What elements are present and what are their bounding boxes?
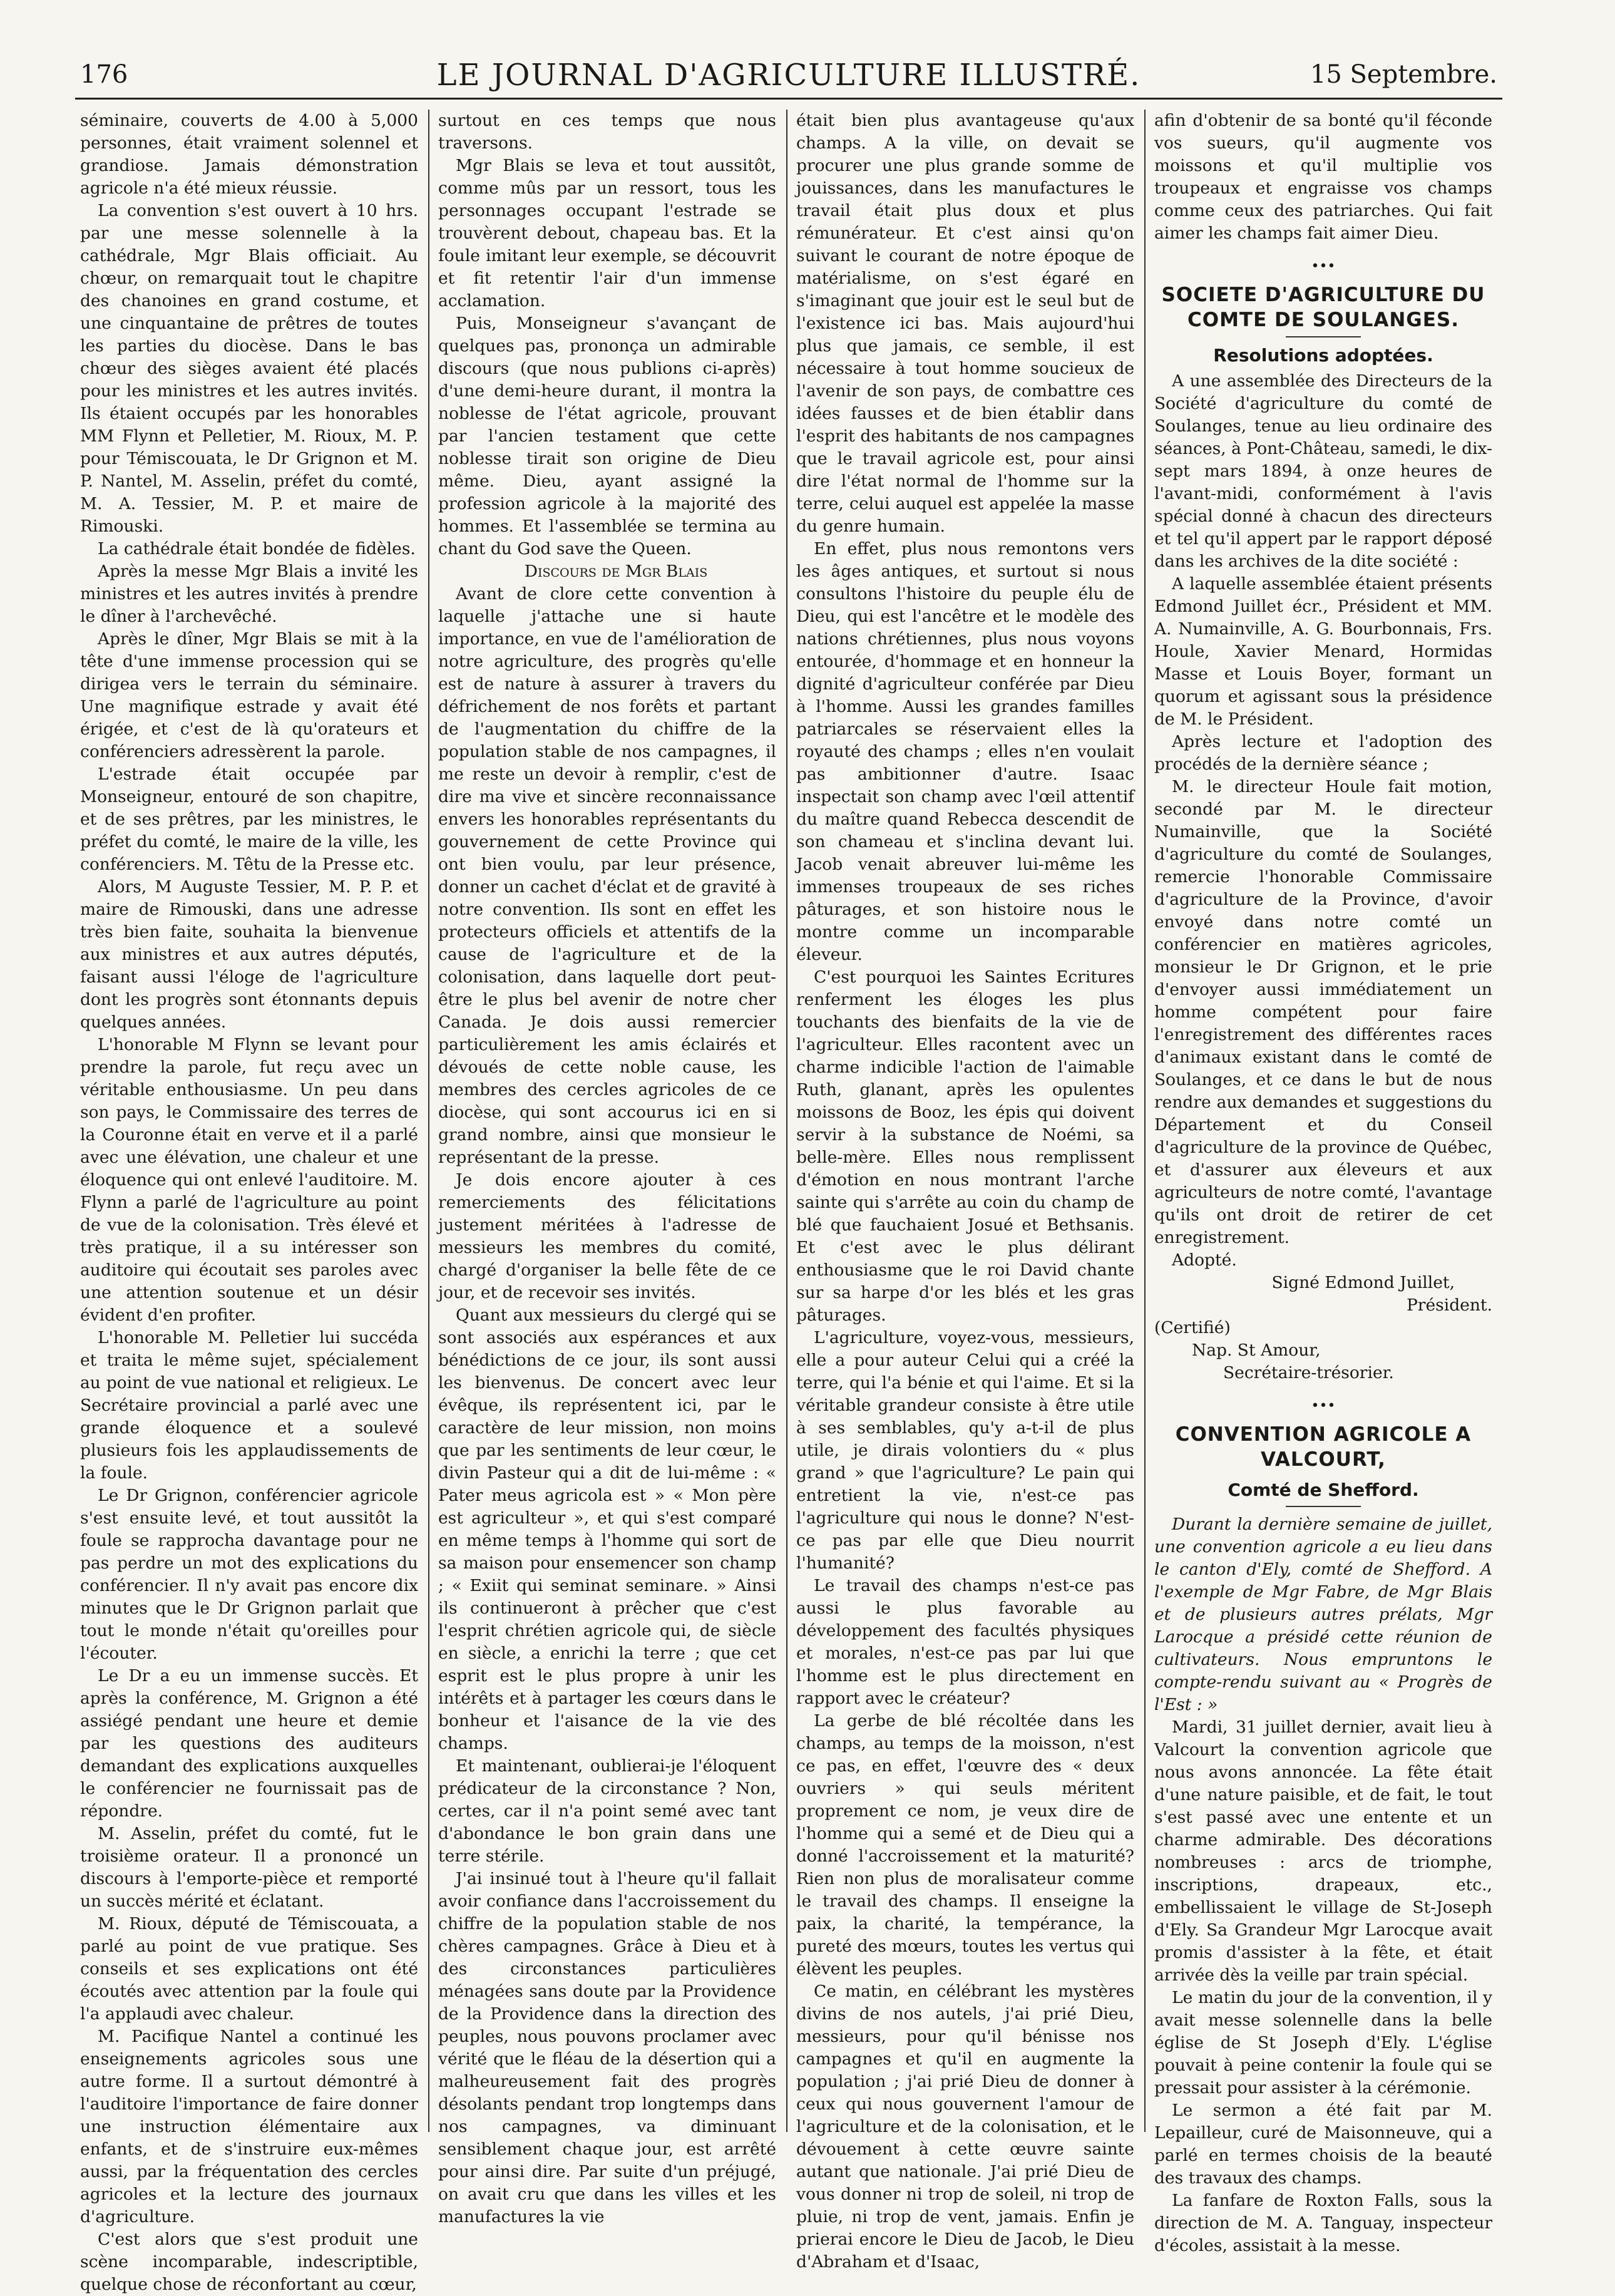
issue-date: 15 Septembre. <box>1310 60 1497 89</box>
column-4 <box>1154 110 1492 2255</box>
paragraph: La fanfare de Roxton Falls, sous la direction de M. A. Tanguay, inspecteur d'écoles, assistait à la messe. <box>1154 2191 1492 2255</box>
divider <box>1286 336 1361 337</box>
paragraph: La convention s'est ouvert à 10 hrs. par une messe solennelle à la cathédrale, Mgr Blais officiait. Au chœur, on remarquait tout le chapitre des chanoines en grand costume, et une cinquantaine de prêtres de toutes les parties du diocèse. Dans le bas chœur des sièges avaient été placés pour les ministres et les autres invités. Ils étaient occupés par les honorables MM Flynn et Pelletier, M. Rioux, M. P. pour Témiscouata, le Dr Grignon et M. P. Nantel, M. Asselin, préfet du comté, M. A. Tessier, M. P. et maire de Rimouski. <box>80 201 418 536</box>
paragraph: L'agriculture, voyez-vous, messieurs, elle a pour auteur Celui qui a créé la terre, qui l'a bénie et qui l'aime. Et si la véritable grandeur consiste à être utile à ses semblables, qu'y a-t-il de plus utile, je dirais volontiers du « plus grand » que l'agriculture? Le pain qui entretient la vie, n'est-ce pas l'agriculture qui nous le donne? N'est-ce pas par elle que Dieu nourrit l'humanité? <box>796 1328 1134 1573</box>
signature-title: Secrétaire-trésorier. <box>1223 1363 1394 1382</box>
signature-line: Nap. St Amour, <box>1192 1341 1321 1360</box>
paragraph: J'ai insinué tout à l'heure qu'il fallait avoir confiance dans l'accroissement du chiffre de la population stable de nos chères campagnes. Grâce à Dieu et à des circonstances particulières ménagées sans doute par la Providence de la Providence dans la direction des peuples, nous pouvons proclamer avec vérité que le fléau de la désertion qui a malheureusement fait des progrès désolants pendant trop longtemps dans nos campagnes, va diminuant sensiblement chaque jour, est arrêté pour ainsi dire. Par suite d'un préjugé, on avait cru que dans les villes et les manufactures la vie <box>438 1869 776 2227</box>
column-1 <box>80 110 418 2294</box>
paragraph: séminaire, couverts de 4.00 à 5,000 personnes, était vraiment solennel et grandiose. Jamais démonstration agricole n'a été mieux réussie. <box>80 111 418 198</box>
paragraph: L'honorable M. Pelletier lui succéda et traita le même sujet, spécialement au point de vue national et religieux. Le Secrétaire provincial a parlé avec une grande éloquence et a soulevé plusieurs fois les applaudissements de la foule. <box>80 1328 418 1483</box>
section-subtitle: Resolutions adoptées. <box>1213 345 1433 366</box>
paragraph: M. le directeur Houle fait motion, secondé par M. le directeur Numainville, que la Société d'agriculture du comté de Soulanges, remercie l'honorable Commissaire d'agriculture de la Province, d'avoir envoyé dans notre comté un conférencier en matières agricoles, monsieur le Dr Grignon, et le prie d'envoyer aussi immédiatement un homme compétent pour faire l'enregistrement des différentes races d'animaux existant dans le comté de Soulanges, et ce dans le but de nous rendre aux demandes et suggestions du Département et du Conseil d'agriculture de la province de Québec, et d'assurer aux éleveurs et aux agriculteurs de notre comté, l'avantage qu'ils ont droit de retirer de cet enregistrement. <box>1154 777 1492 1247</box>
paragraph: La cathédrale était bondée de fidèles. <box>98 539 416 559</box>
paragraph: M. Asselin, préfet du comté, fut le troisième orateur. Il a prononcé un discours à l'emporte-pièce et remporté un succès mérité et éclatant. <box>80 1824 418 1911</box>
section-subtitle: Comté de Shefford. <box>1228 1480 1419 1500</box>
paragraph: Le travail des champs n'est-ce pas aussi le plus favorable au développement des facultés physiques et morales, n'est-ce pas par lui que l'homme est le plus directement en rapport avec le créateur? <box>796 1576 1134 1708</box>
paragraph: Après lecture et l'adoption des procédés de la dernière séance ; <box>1154 732 1492 774</box>
paragraph: M. Rioux, député de Témiscouata, a parlé au point de vue pratique. Ses conseils et ses explications ont été écoutés avec attention par la foule qui l'a applaudi avec chaleur. <box>80 1914 418 2024</box>
paragraph: était bien plus avantageuse qu'aux champs. A la ville, on devait se procurer une plus grande somme de jouissances, dans les manufactures le travail était plus doux et plus rémunérateur. Et c'est ainsi qu'on suivant le courant de notre époque de matérialisme, on s'est égaré en s'imaginant que jouir est le seul but de l'existence ici bas. Mais aujourd'hui plus que jamais, ce semble, il est nécessaire à tout homme soucieux de l'avenir de son pays, de combattre ces idées fausses et de bien établir dans l'esprit des habitants de nos campagnes que le travail agricole est, pour ainsi dire l'état normal de l'homme sur la terre, celui auquel est appelée la masse du genre humain. <box>796 111 1134 536</box>
paragraph: La gerbe de blé récoltée dans les champs, au temps de la moisson, n'est ce pas, en effet, l'œuvre des « deux ouvriers » qui seuls méritent proprement ce nom, je veux dire de l'homme qui a semé et de Dieu qui a donné l'accroissement et la maturité? Rien non plus de moralisateur comme le travail des champs. Il enseigne la paix, la charité, la tempérance, la pureté des mœurs, toutes les vertus qui élèvent les peuples. <box>796 1711 1134 1979</box>
section-title: Discours de Mgr Blais <box>524 562 708 581</box>
paragraph: Le Dr a eu un immense succès. Et après la conférence, M. Grignon a été assiégé pendant une heure et demie par les questions des auditeurs demandant des explications auxquelles le conférencier ne fournissait pas de répondre. <box>80 1666 418 1821</box>
paragraph: C'est alors que s'est produit une scène incomparable, indescriptible, quelque chose de réconfortant au cœur, <box>80 2230 418 2294</box>
paragraph: afin d'obtenir de sa bonté qu'il féconde vos sueurs, qu'il augmente vos moissons et qu'il multiplie vos troupeaux et engraisse vos champs comme ceux des patriarches. Qui fait aimer les champs fait aimer Dieu. <box>1154 111 1492 243</box>
signature-line: Signé Edmond Juillet, <box>1271 1273 1455 1292</box>
paragraph: Après le dîner, Mgr Blais se mit à la tête d'une immense procession qui se dirigea vers le terrain du séminaire. Une magnifique estrade y avait été érigée, et c'est de là qu'orateurs et conférenciers adressèrent la parole. <box>80 629 418 761</box>
paragraph: Et maintenant, oublierai-je l'éloquent prédicateur de la circonstance ? Non, certes, car il n'a point semé avec tant d'abondance le bon grain dans une terre stérile. <box>438 1756 776 1866</box>
paragraph: A laquelle assemblée étaient présents Edmond Juillet écr., Président et MM. A. Numainville, A. G. Bourbonnais, Frs. Houle, Xavier Menard, Hormidas Masse et Louis Boyer, formant un quorum et agissant sous la présidence de M. le Président. <box>1154 574 1492 729</box>
paragraph: surtout en ces temps que nous traversons. <box>438 111 776 153</box>
paragraph: L'honorable M Flynn se levant pour prendre la parole, fut reçu avec un véritable enthousiasme. Un peu dans son pays, le Commissaire des terres de la Couronne était en verve et il a parlé avec une élévation, une chaleur et une éloquence qui ont enlevé l'auditoire. M. Flynn a parlé de l'agriculture au point de vue de la colonisation. Très élevé et très pratique, il a su intéresser son auditoire qui écoutait ses paroles avec une attention soutenue et un désir évident d'en profiter. <box>80 1035 418 1325</box>
section-title: SOCIETE D'AGRICULTURE DU COMTE DE SOULANGES. <box>1161 284 1485 331</box>
paragraph: Puis, Monseigneur s'avançant de quelques pas, prononça un admirable discours (que nous publions ci-après) d'une demi-heure durant, il montra la noblesse de l'état agricole, prouvant par l'ancien testament que cette noblesse tirait son origine de Dieu même. Dieu, ayant assigné la profession agricole à la majorité des hommes. Et l'assemblée se termina au chant du God save the Queen. <box>438 314 776 559</box>
page-header <box>75 54 1502 100</box>
column-rule <box>786 110 787 2132</box>
paragraph: En effet, plus nous remontons vers les âges antiques, et surtout si nous consultons l'histoire du peuple élu de Dieu, qui est l'ancêtre et le modèle des nations chrétiennes, plus nous voyons entourée, d'hommage et en honneur la dignité d'agriculteur conférée par Dieu à l'homme. Aussi les grandes familles patriarcales se réservaient elles la royauté des champs ; elles n'en voulait pas ambitionner d'autre. Isaac inspectait son champ avec l'œil attentif du maître quand Rebecca descendit de son chameau et s'inclina devant lui. Jacob venait abreuver lui-même les immenses troupeaux de ses riches pâturages, et son histoire nous le montre comme un incomparable éleveur. <box>796 539 1134 964</box>
paragraph: L'estrade était occupée par Monseigneur, entouré de son chapitre, et de ses prêtres, par les ministres, le préfet du comté, le maire de la ville, les conférenciers. M. Têtu de la Presse etc. <box>80 764 418 874</box>
paragraph: Durant la dernière semaine de juillet, une convention agricole a eu lieu dans le canton d'Ely, comté de Shefford. A l'exemple de Mgr Fabre, de Mgr Blais et de plusieurs autres prélats, Mgr Larocque a présidé cette réunion de cultivateurs. Nous empruntons le compte-rendu suivant au « Progrès de l'Est : » <box>1154 1515 1492 1714</box>
journal-title: LE JOURNAL D'AGRICULTURE ILLUSTRÉ. <box>436 58 1141 93</box>
paragraph: Je dois encore ajouter à ces remerciements des félicitations justement méritées à l'adresse de messieurs les membres du comité, chargé d'organiser la belle fête de ce jour, et de recevoir ses invités. <box>438 1170 776 1302</box>
paragraph: Avant de clore cette convention à laquelle j'attache une si haute importance, en vue de l'amélioration de notre agriculture, des progrès qu'elle est de nature à assurer à travers du défrichement de nos forêts et partant de l'augmentation du chiffre de la population stable de nos campagnes, il me reste un devoir à remplir, c'est de dire ma vive et sincère reconnaissance envers les honorables représentants du gouvernement de cette Province qui ont bien voulu, par leur présence, donner un cachet d'éclat et de gravité à notre convention. Ils sont en effet les protecteurs officiels et attentifs de la cause de l'agriculture et de la colonisation, dans laquelle dort peut-être le plus bel avenir de notre cher Canada. Je dois aussi remercier particulièrement les amis éclairés et dévoués de cette noble cause, les membres des cercles agricoles de ce diocèse, qui sont accourus ici en si grand nombre, ainsi que monsieur le représentant de la presse. <box>438 584 776 1167</box>
column-rule <box>428 110 429 2132</box>
paragraph: Alors, M Auguste Tessier, M. P. P. et maire de Rimouski, dans une adresse très bien faite, souhaita la bienvenue aux ministres et aux autres députés, faisant aussi l'éloge de l'agriculture dont les progrès sont étonnants depuis quelques années. <box>80 877 418 1032</box>
paragraph: Le matin du jour de la convention, il y avait messe solennelle dans la belle église de St Joseph d'Ely. L'église pouvait à peine contenir la foule qui se pressait pour assister à la cérémonie. <box>1154 1988 1492 2098</box>
section-title: CONVENTION AGRICOLE A VALCOURT, <box>1175 1423 1472 1471</box>
paragraph: C'est pourquoi les Saintes Ecritures renferment les éloges les plus touchants des bienfaits de la vie de l'agriculteur. Elles racontent avec un charme indicible l'action de l'aimable Ruth, glanant, après les opulentes moissons de Booz, les épis qui doivent servir à la substance de Noémi, sa belle-mère. Elles nous remplissent d'émotion en nous montrant l'arche sainte qui s'arrête au coin du champ de blé que fauchaient Josué et Bethsanis. Et c'est avec le plus délirant enthousiasme que le roi David chante sur sa harpe d'or les blés et les gras pâturages. <box>796 967 1134 1325</box>
certified-label: (Certifié) <box>1154 1318 1231 1337</box>
ornament-separator: ••• <box>1311 1398 1336 1414</box>
paragraph: M. Pacifique Nantel a continué les enseignements agricoles sous une autre forme. Il a surtout démontré à l'auditoire l'importance de faire donner une instruction élémentaire aux enfants, et de s'instruire eux-mêmes aussi, par la fréquentation des cercles agricoles et la lecture des journaux d'agriculture. <box>80 2027 418 2227</box>
paragraph: Après la messe Mgr Blais a invité les ministres et les autres invités à prendre le dîner à l'archevêché. <box>80 562 418 626</box>
paragraph: Le Dr Grignon, conférencier agricole s'est ensuite levé, et tout aussitôt la foule se rapprocha davantage pour ne pas perdre un mot des explications du conférencier. Il n'y avait pas encore dix minutes que le Dr Grignon parlait que tout le monde n'était qu'oreilles pour l'écouter. <box>80 1486 418 1663</box>
paragraph: A une assemblée des Directeurs de la Société d'agriculture du comté de Soulanges, tenue au lieu ordinaire des séances, à Pont-Château, samedi, le dix-sept mars 1894, à onze heures de l'avant-midi, conformément à l'avis spécial donné à chacun des directeurs et tel qu'il appert par le rapport déposé dans les archives de la dite société : <box>1154 371 1492 571</box>
paragraph: Adopté. <box>1172 1250 1237 1270</box>
paragraph: Le sermon a été fait par M. Lepailleur, curé de Maisonneuve, qui a parlé en termes choisis de la beauté des travaux des champs. <box>1154 2101 1492 2188</box>
paragraph: Mgr Blais se leva et tout aussitôt, comme mûs par un ressort, tous les personnages occupant l'estrade se trouvèrent debout, chapeau bas. Et la foule imitant leur exemple, se découvrit et fit retentir l'air d'un immense acclamation. <box>438 156 776 311</box>
column-rule <box>1144 110 1146 2132</box>
signature-title: Président. <box>1406 1295 1492 1315</box>
divider <box>1286 1506 1361 1507</box>
page-number: 176 <box>80 60 128 89</box>
column-3 <box>796 110 1134 2272</box>
paragraph: Quant aux messieurs du clergé qui se sont associés aux espérances et aux bénédictions de ce jour, ils sont aussi les bienvenus. De concert avec leur évêque, ils représentent ici, par le caractère de leur mission, non moins que par les sentiments de leur cœur, le divin Pasteur qui a dit de lui-même : « Pater meus agricola est » « Mon père est agriculteur », et qui s'est comparé en même temps à l'homme qui sort de sa maison pour ensemencer son champ ; « Exiit qui seminat seminare. » Ainsi ils continueront à prêcher que c'est l'esprit chrétien agricole qui, de siècle en siècle, a enrichi la terre ; que cet esprit est le plus propre à unir les intérêts et à partager les cœurs dans le bonheur et l'aisance de la vie des champs. <box>438 1305 776 1753</box>
paragraph: Mardi, 31 juillet dernier, avait lieu à Valcourt la convention agricole que nous avons annoncée. La fête était d'une nature paisible, et de fait, le tout s'est passé avec une entente et un charme admirable. Des décorations nombreuses : arcs de triomphe, inscriptions, drapeaux, etc., embellissaient le village de St-Joseph d'Ely. Sa Grandeur Mgr Larocque avait promis d'assister à la fête, et était arrivée dès la veille par train spécial. <box>1154 1717 1492 1985</box>
paragraph: Ce matin, en célébrant les mystères divins de nos autels, j'ai prié Dieu, messieurs, pour qu'il bénisse nos campagnes et qu'il en augmente la population ; j'ai prié Dieu de donner à ceux qui nous gouvernent l'amour de l'agriculture et de la colonisation, et le dévouement à cette œuvre sainte autant que nationale. J'ai prié Dieu de vous donner ni trop de soleil, ni trop de pluie, ni trop de vent, jamais. Enfin je prierai encore le Dieu de Jacob, le Dieu d'Abraham et d'Isaac, <box>796 1982 1134 2272</box>
ornament-separator: ••• <box>1311 259 1336 274</box>
column-2 <box>438 110 776 2227</box>
